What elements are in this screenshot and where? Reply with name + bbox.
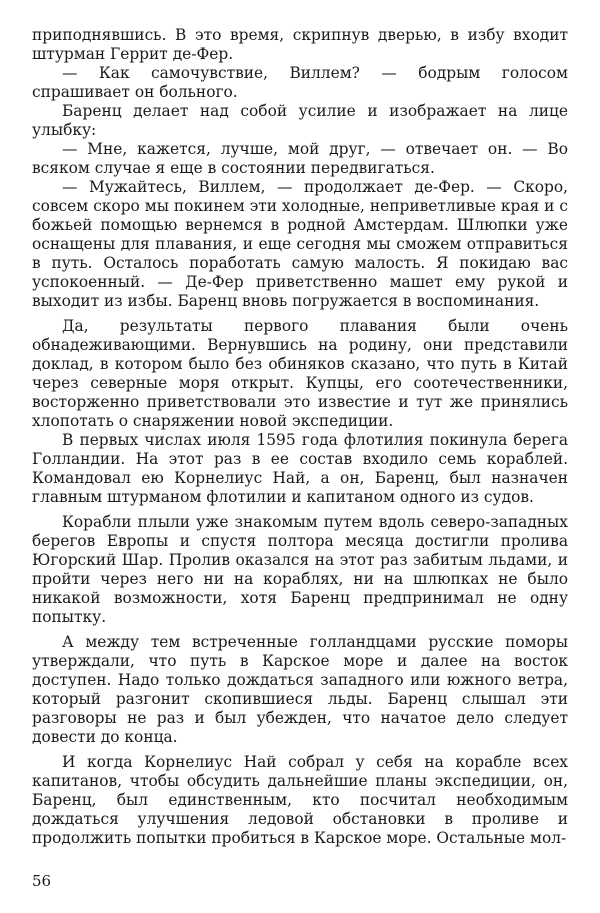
paragraph-6: Да, результаты первого плавания были очень обнадеживающими. Вернувшись на родину, они представили доклад, в котором было без обиняков сказано, что путь в Китай через северные моря открыт. Купцы, его соотечественники, восторженно приветствовали это известие и тут же принялись хлопотать о снаряжении новой экспедиции. xyxy=(32,317,568,430)
paragraph-10: И когда Корнелиус Най собрал у себя на корабле всех капитанов, чтобы обсудить дальнейшие планы экспедиции, он, Баренц, был единственным, кто посчитал необходимым дождаться улучшения ледовой обстановки в проливе и продолжить попытки пробиться в Карское море. Остальные мол- xyxy=(32,753,568,847)
paragraph-9: А между тем встреченные голландцами русские поморы утверждали, что путь в Карское море и далее на восток доступен. Надо только дождаться западного или южного ветра, который разгонит скопившиеся льды. Баренц слышал эти разговоры не раз и был убежден, что начатое дело следует довести до конца. xyxy=(32,633,568,746)
paragraph-5: — Мужайтесь, Виллем, — продолжает де-Фер. — Скоро, совсем скоро мы покинем эти холодные, неприветливые края и с божьей помощью вернемся в родной Амстердам. Шлюпки уже оснащены для плавания, и еще сегодня мы сможем отправиться в путь. Осталось поработать самую малость. Я покидаю вас успокоенный. — Де-Фер приветственно машет ему рукой и выходит из избы. Баренц вновь погружается в воспоминания. xyxy=(32,178,568,310)
page-text xyxy=(32,26,568,848)
paragraph-8: Корабли плыли уже знакомым путем вдоль северо-западных берегов Европы и спустя полтора месяца достигли пролива Югорский Шар. Пролив оказался на этот раз забитым льдами, и пройти через него ни на кораблях, ни на шлюпках не было никакой возможности, хотя Баренц предпринимал не одну попытку. xyxy=(32,513,568,626)
page-number: 56 xyxy=(32,872,52,890)
paragraph-1: приподнявшись. В это время, скрипнув дверью, в избу входит штурман Геррит де-Фер. xyxy=(32,26,568,63)
paragraph-4: — Мне, кажется, лучше, мой друг, — отвечает он. — Во всяком случае я еще в состоянии передвигаться. xyxy=(32,140,568,177)
paragraph-3: Баренц делает над собой усилие и изображает на лице улыбку: xyxy=(32,102,568,139)
paragraph-2: — Как самочувствие, Виллем? — бодрым голосом спрашивает он больного. xyxy=(32,64,568,101)
paragraph-7: В первых числах июля 1595 года флотилия покинула берега Голландии. На этот раз в ее состав входило семь кораблей. Командовал ею Корнелиус Най, а он, Баренц, был назначен главным штурманом флотилии и капитаном одного из судов. xyxy=(32,431,568,506)
